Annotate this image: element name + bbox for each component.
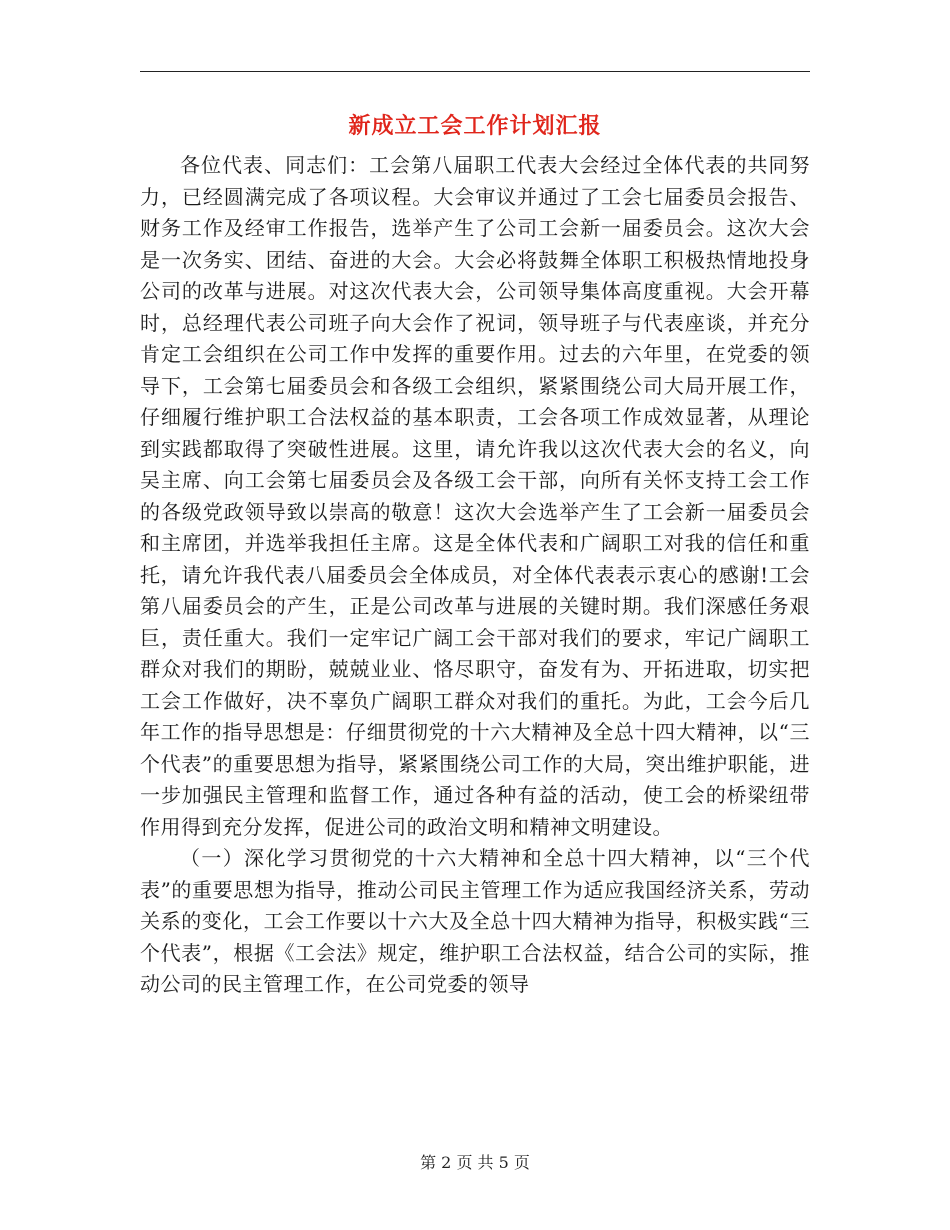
header-divider <box>140 71 810 72</box>
document-body <box>140 150 810 1001</box>
document-title: 新成立工会工作计划汇报 <box>348 113 602 139</box>
paragraph-section-one: （一）深化学习贯彻党的十六大精神和全总十四大精神，以“三个代表”的重要思想为指导，推动公司民主管理工作为适应我国经济关系，劳动关系的变化，工会工作要以十六大及全总十四大精神为指导，积极实践“三个代表”，根据《工会法》规定，维护职工合法权益，结合公司的实际，推动公司的民主管理工作，在公司党委的领导 <box>140 846 810 996</box>
paragraph-intro: 各位代表、同志们：工会第八届职工代表大会经过全体代表的共同努力，已经圆满完成了各项议程。大会审议并通过了工会七届委员会报告、财务工作及经审工作报告，选举产生了公司工会新一届委员会。这次大会是一次务实、团结、奋进的大会。大会必将鼓舞全体职工积极热情地投身公司的改革与进展。对这次代表大会，公司领导集体高度重视。大会开幕时，总经理代表公司班子向大会作了祝词，领导班子与代表座谈，并充分肯定工会组织在公司工作中发挥的重要作用。过去的六年里，在党委的领导下，工会第七届委员会和各级工会组织，紧紧围绕公司大局开展工作，仔细履行维护职工合法权益的基本职责，工会各项工作成效显著，从理论到实践都取得了突破性进展。这里，请允许我以这次代表大会的名义，向吴主席、向工会第七届委员会及各级工会干部，向所有关怀支持工会工作的各级党政领导致以崇高的敬意！这次大会选举产生了工会新一届委员会和主席团，并选举我担任主席。这是全体代表和广阔职工对我的信任和重托，请允许我代表八届委员会全体成员，对全体代表表示衷心的感谢!工会第八届委员会的产生，正是公司改革与进展的关键时期。我们深感任务艰巨，责任重大。我们一定牢记广阔工会干部对我们的要求，牢记广阔职工群众对我们的期盼，兢兢业业、恪尽职守，奋发有为、开拓进取，切实把工会工作做好，决不辜负广阔职工群众对我们的重托。为此，工会今后几年工作的指导思想是：仔细贯彻党的十六大精神及全总十四大精神，以“三个代表”的重要思想为指导，紧紧围绕公司工作的大局，突出维护职能，进一步加强民主管理和监督工作，通过各种有益的活动，使工会的桥梁纽带作用得到充分发挥，促进公司的政治文明和精神文明建设。 <box>140 153 810 839</box>
page-number-footer: 第 2 页 共 5 页 <box>420 1153 530 1172</box>
